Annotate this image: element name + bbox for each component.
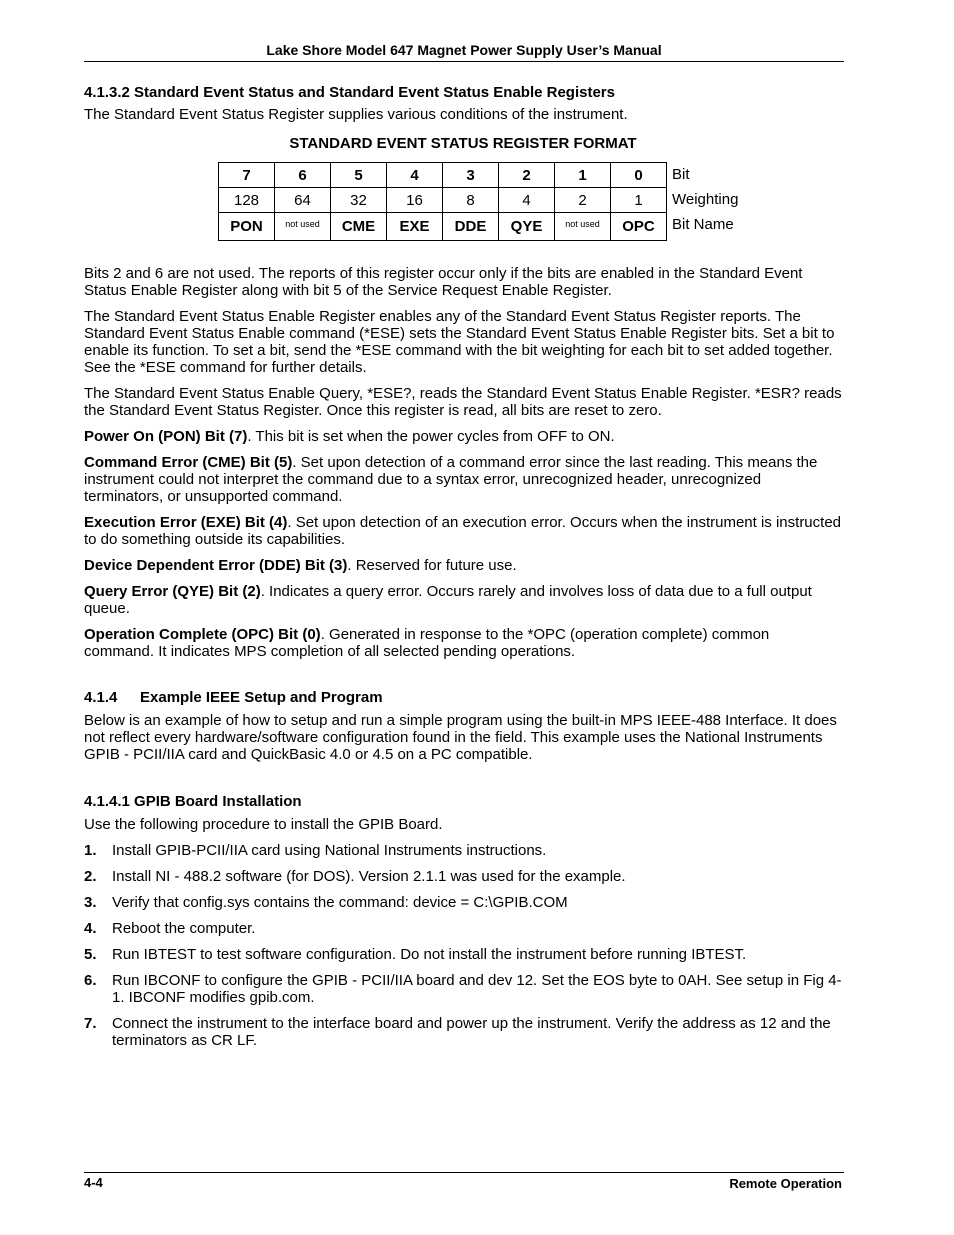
header-rule — [84, 61, 844, 62]
page-content — [84, 84, 842, 1049]
step-number: 5. — [84, 946, 97, 963]
paragraph: The Standard Event Status Enable Query, *ESE?, reads the Standard Event Status Enable Register. *ESR? reads the Standard Event Status Register. Once this register is read, all bits are reset to zero. — [84, 385, 842, 419]
bit-cell: 4 — [387, 163, 443, 188]
paragraph: Below is an example of how to setup and run a simple program using the built-in MPS IEEE-488 Interface. It does not reflect every hardware/software configuration found in the field. This example uses the National Instruments GPIB - PCII/IIA card and QuickBasic 4.0 or 4.5 on a PC compatible. — [84, 712, 837, 763]
step-number: 1. — [84, 842, 97, 859]
bit-cell: 6 — [275, 163, 331, 188]
name-cell: PON — [219, 213, 275, 241]
footer-rule — [84, 1172, 844, 1173]
definition-text: . Generated in response to the *OPC (operation complete) common command. It indicates MPS completion of all selected pending operations. — [84, 626, 770, 660]
step-number: 2. — [84, 868, 97, 885]
step-text: Run IBCONF to configure the GPIB - PCII/IIA board and dev 12. Set the EOS byte to 0AH. See setup in Fig 4-1. IBCONF modifies gpib.com. — [112, 972, 842, 1006]
bit-cell: 7 — [219, 163, 275, 188]
installation-steps — [84, 842, 842, 1049]
list-item — [84, 842, 842, 859]
name-cell-unused: not used — [555, 213, 611, 241]
definition-term: Query Error (QYE) Bit (2) — [84, 583, 261, 600]
step-text: Install GPIB-PCII/IIA card using National Instruments instructions. — [112, 842, 547, 859]
row-label-bit-name: Bit Name — [672, 216, 734, 233]
definition-cme — [84, 454, 842, 505]
name-cell: EXE — [387, 213, 443, 241]
step-text: Run IBTEST to test software configuration. Do not install the instrument before running IBTEST. — [112, 946, 747, 963]
definition-pon — [84, 428, 842, 445]
name-cell: OPC — [611, 213, 667, 241]
weight-cell: 16 — [387, 188, 443, 213]
page-number: 4-4 — [84, 1175, 103, 1190]
weight-row — [219, 188, 667, 213]
definition-exe — [84, 514, 842, 548]
row-labels — [672, 162, 738, 241]
name-cell: CME — [331, 213, 387, 241]
bit-cell: 2 — [499, 163, 555, 188]
paragraph: Use the following procedure to install the GPIB Board. — [84, 816, 443, 833]
weight-cell: 1 — [611, 188, 667, 213]
weight-cell: 8 — [443, 188, 499, 213]
definition-term: Device Dependent Error (DDE) Bit (3) — [84, 557, 348, 574]
bit-cell: 3 — [443, 163, 499, 188]
running-header: Lake Shore Model 647 Magnet Power Supply User’s Manual — [266, 42, 662, 58]
register-table-wrap — [218, 162, 842, 241]
register-format-table — [218, 162, 667, 241]
name-cell: QYE — [499, 213, 555, 241]
definition-dde — [84, 557, 842, 574]
bit-cell: 1 — [555, 163, 611, 188]
bit-row — [219, 163, 667, 188]
section-heading-414 — [84, 689, 842, 706]
row-label-weighting: Weighting — [672, 191, 739, 208]
name-cell-unused: not used — [275, 213, 331, 241]
step-text: Connect the instrument to the interface board and power up the instrument. Verify the address as 12 and the terminators as CR LF. — [112, 1015, 831, 1049]
definition-text: . Indicates a query error. Occurs rarely and involves loss of data due to a full output queue. — [84, 583, 812, 617]
definition-term: Power On (PON) Bit (7) — [84, 428, 248, 445]
list-item — [84, 946, 842, 963]
list-item — [84, 972, 842, 1006]
weight-cell: 2 — [555, 188, 611, 213]
step-text: Install NI - 488.2 software (for DOS). Version 2.1.1 was used for the example. — [112, 868, 626, 885]
list-item — [84, 868, 842, 885]
paragraph: Bits 2 and 6 are not used. The reports of this register occur only if the bits are enabled in the Standard Event Status Enable Register along with bit 5 of the Service Request Enable Register. — [84, 265, 803, 299]
definition-text: . Set upon detection of a command error since the last reading. This means the instrument could not interpret the command due to a syntax error, unrecognized header, unrecognized terminators, or unsupported command. — [84, 454, 818, 505]
table-title: STANDARD EVENT STATUS REGISTER FORMAT — [289, 135, 637, 152]
step-number: 6. — [84, 972, 97, 989]
definition-opc — [84, 626, 842, 660]
section-title: Example IEEE Setup and Program — [140, 689, 383, 706]
name-row — [219, 213, 667, 241]
section-number: 4.1.4 — [84, 689, 118, 706]
name-cell: DDE — [443, 213, 499, 241]
section-heading-4141: 4.1.4.1 GPIB Board Installation — [84, 793, 302, 810]
definition-qye — [84, 583, 842, 617]
section-heading-4132: 4.1.3.2 Standard Event Status and Standard Event Status Enable Registers — [84, 84, 615, 101]
definition-text: . This bit is set when the power cycles from OFF to ON. — [247, 428, 615, 445]
bit-cell: 5 — [331, 163, 387, 188]
paragraph: The Standard Event Status Enable Register enables any of the Standard Event Status Register reports. The Standard Event Status Enable command (*ESE) sets the Standard Event Status Enable Register bits. Set a bit to enable its function. To set a bit, send the *ESE command with the bit weighting for each bit to set added together. See the *ESE command for further details. — [84, 308, 835, 376]
list-item — [84, 1015, 842, 1049]
weight-cell: 64 — [275, 188, 331, 213]
definition-text: . Set upon detection of an execution error. Occurs when the instrument is instructed to do something outside its capabilities. — [84, 514, 842, 548]
register-intro: The Standard Event Status Register supplies various conditions of the instrument. — [84, 106, 628, 123]
weight-cell: 32 — [331, 188, 387, 213]
row-label-bit: Bit — [672, 166, 690, 183]
list-item — [84, 920, 842, 937]
list-item — [84, 894, 842, 911]
definition-term: Command Error (CME) Bit (5) — [84, 454, 293, 471]
footer-section: Remote Operation — [729, 1176, 842, 1191]
weight-cell: 4 — [499, 188, 555, 213]
step-text: Reboot the computer. — [112, 920, 256, 937]
bit-cell: 0 — [611, 163, 667, 188]
step-number: 7. — [84, 1015, 97, 1032]
step-text: Verify that config.sys contains the command: device = C:\GPIB.COM — [112, 894, 568, 911]
step-number: 4. — [84, 920, 97, 937]
definition-term: Operation Complete (OPC) Bit (0) — [84, 626, 321, 643]
definition-text: . Reserved for future use. — [347, 557, 517, 574]
definition-term: Execution Error (EXE) Bit (4) — [84, 514, 288, 531]
step-number: 3. — [84, 894, 97, 911]
weight-cell: 128 — [219, 188, 275, 213]
